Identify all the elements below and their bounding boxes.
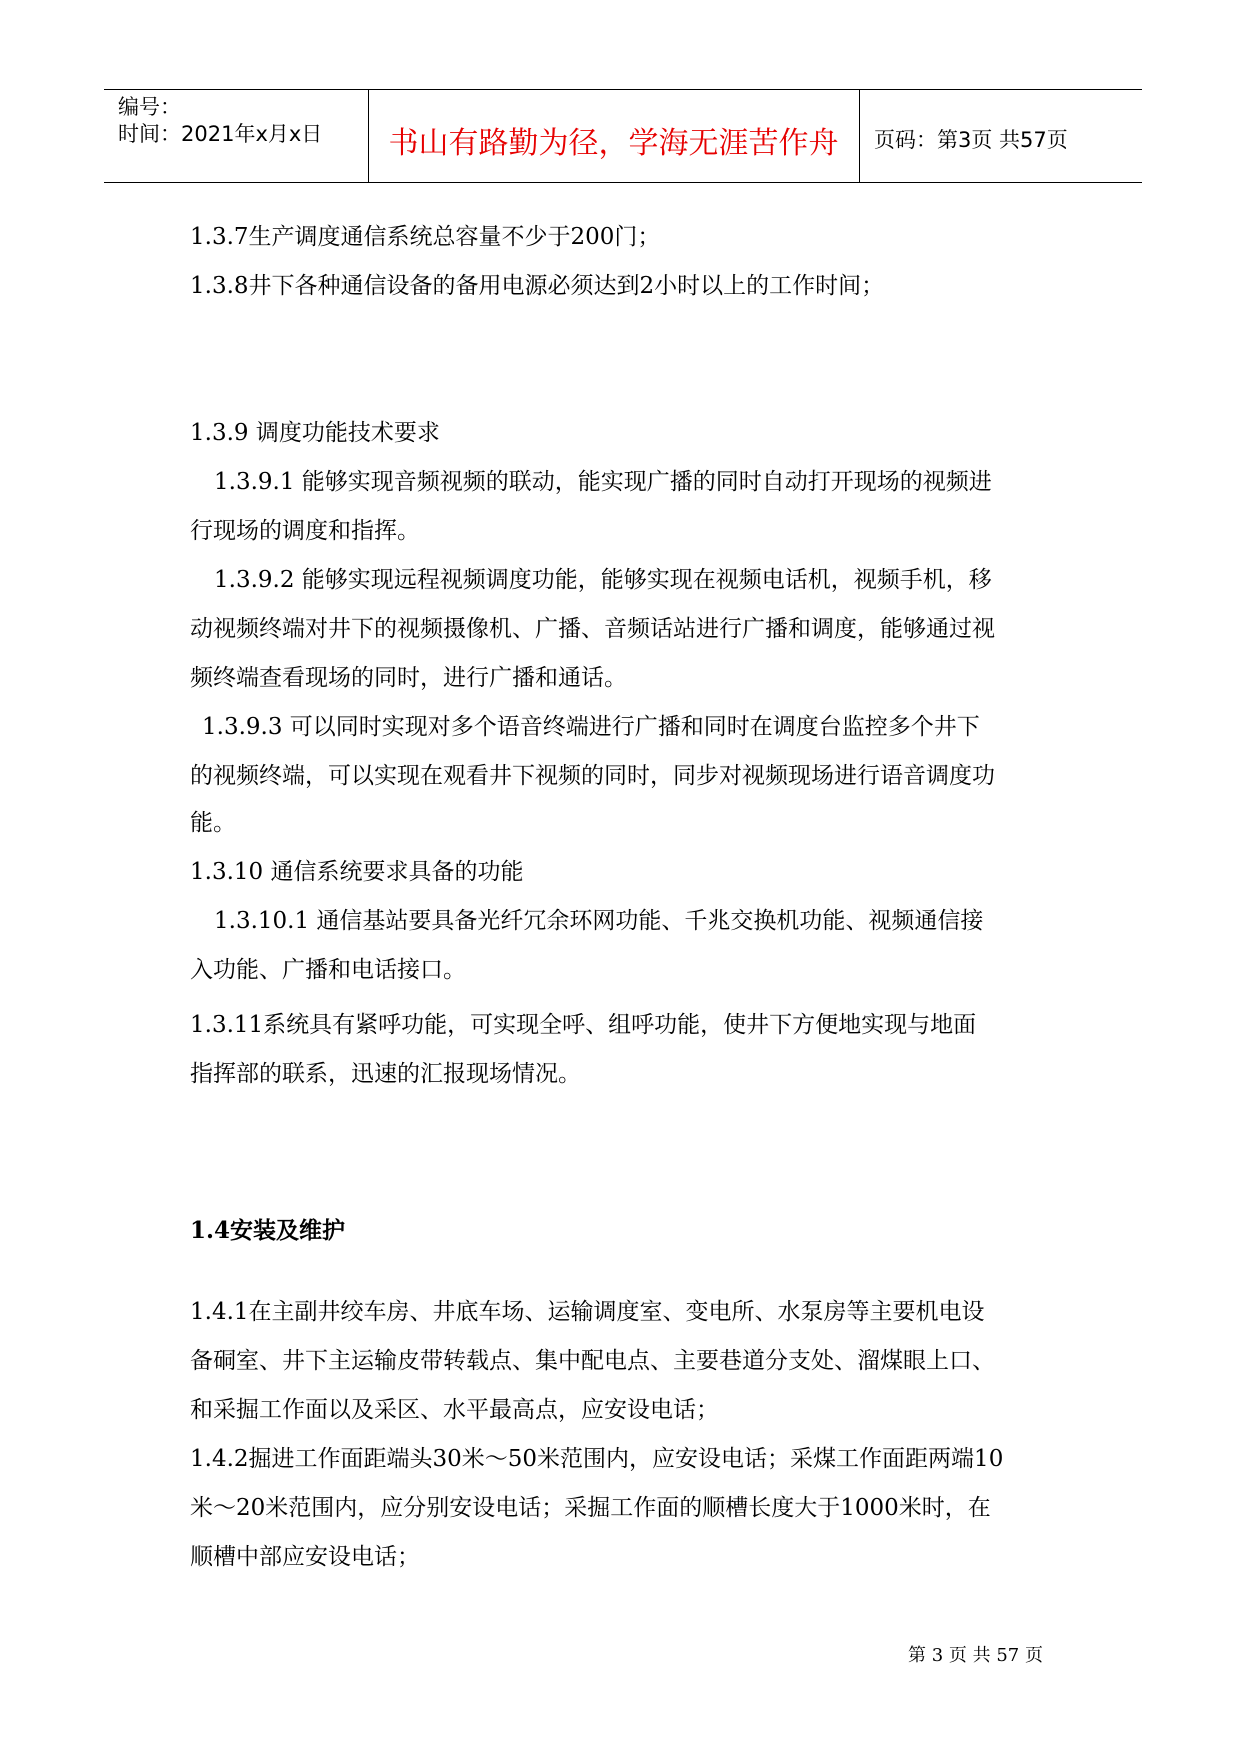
clause-1-4-1-line1: 1.4.1在主副井绞车房、井底车场、运输调度室、变电所、水泵房等主要机电设 [190,1299,985,1325]
clause-1-3-11-line1: 1.3.11系统具有紧呼功能，可实现全呼、组呼功能，使井下方便地实现与地面 [190,1012,977,1038]
heading-1-3-9: 1.3.9 调度功能技术要求 [190,420,440,446]
clause-1-4-1-line3: 和采掘工作面以及采区、水平最高点，应安设电话； [190,1397,719,1423]
clause-1-3-9-2-line1: 1.3.9.2 能够实现远程视频调度功能，能够实现在视频电话机，视频手机，移 [214,567,992,593]
clause-1-3-9-2-line3: 频终端查看现场的同时，进行广播和通话。 [190,665,627,691]
clause-1-3-11-line2: 指挥部的联系，迅速的汇报现场情况。 [190,1061,581,1087]
clause-1-3-9-1-line1: 1.3.9.1 能够实现音频视频的联动，能实现广播的同时自动打开现场的视频进 [214,469,992,495]
clause-1-4-2-line2: 米～20米范围内，应分别安设电话；采掘工作面的顺槽长度大于1000米时，在 [190,1495,991,1521]
clause-1-4-2-line3: 顺槽中部应安设电话； [190,1544,420,1570]
clause-1-3-9-1-line2: 行现场的调度和指挥。 [190,518,420,544]
clause-1-3-9-3-line2: 的视频终端，可以实现在观看井下视频的同时，同步对视频现场进行语音调度功 [190,763,995,789]
clause-1-4-2-line1: 1.4.2掘进工作面距端头30米～50米范围内，应安设电话；采煤工作面距两端10 [190,1446,1004,1472]
header-motto: 书山有路勤为径，学海无涯苦作舟 [388,126,839,161]
header-divider-right [859,90,860,182]
header-time-label: 时间：2021年x月x日 [118,122,323,146]
header-top-rule [104,89,1142,90]
clause-1-3-10-1-line2: 入功能、广播和电话接口。 [190,957,466,983]
clause-1-4-1-line2: 备硐室、井下主运输皮带转载点、集中配电点、主要巷道分支处、溜煤眼上口、 [190,1348,995,1374]
clause-1-3-7: 1.3.7生产调度通信系统总容量不少于200门； [190,224,661,250]
clause-1-3-9-3-line3: 能。 [190,810,236,836]
header-bottom-rule [104,182,1142,183]
header-number-label: 编号： [118,95,181,119]
clause-1-3-9-3-line1: 1.3.9.3 可以同时实现对多个语音终端进行广播和同时在调度台监控多个井下 [202,714,980,740]
clause-1-3-9-2-line2: 动视频终端对井下的视频摄像机、广播、音频话站进行广播和调度，能够通过视 [190,616,995,642]
clause-1-3-8: 1.3.8井下各种通信设备的备用电源必须达到2小时以上的工作时间； [190,273,885,299]
footer-page-number: 第 3 页 共 57 页 [908,1645,1043,1666]
section-heading-1-4: 1.4安装及维护 [190,1217,346,1244]
clause-1-3-10-1-line1: 1.3.10.1 通信基站要具备光纤冗余环网功能、千兆交换机功能、视频通信接 [214,908,984,934]
header-page-label: 页码：第3页 共57页 [874,128,1068,152]
heading-1-3-10: 1.3.10 通信系统要求具备的功能 [190,859,524,885]
